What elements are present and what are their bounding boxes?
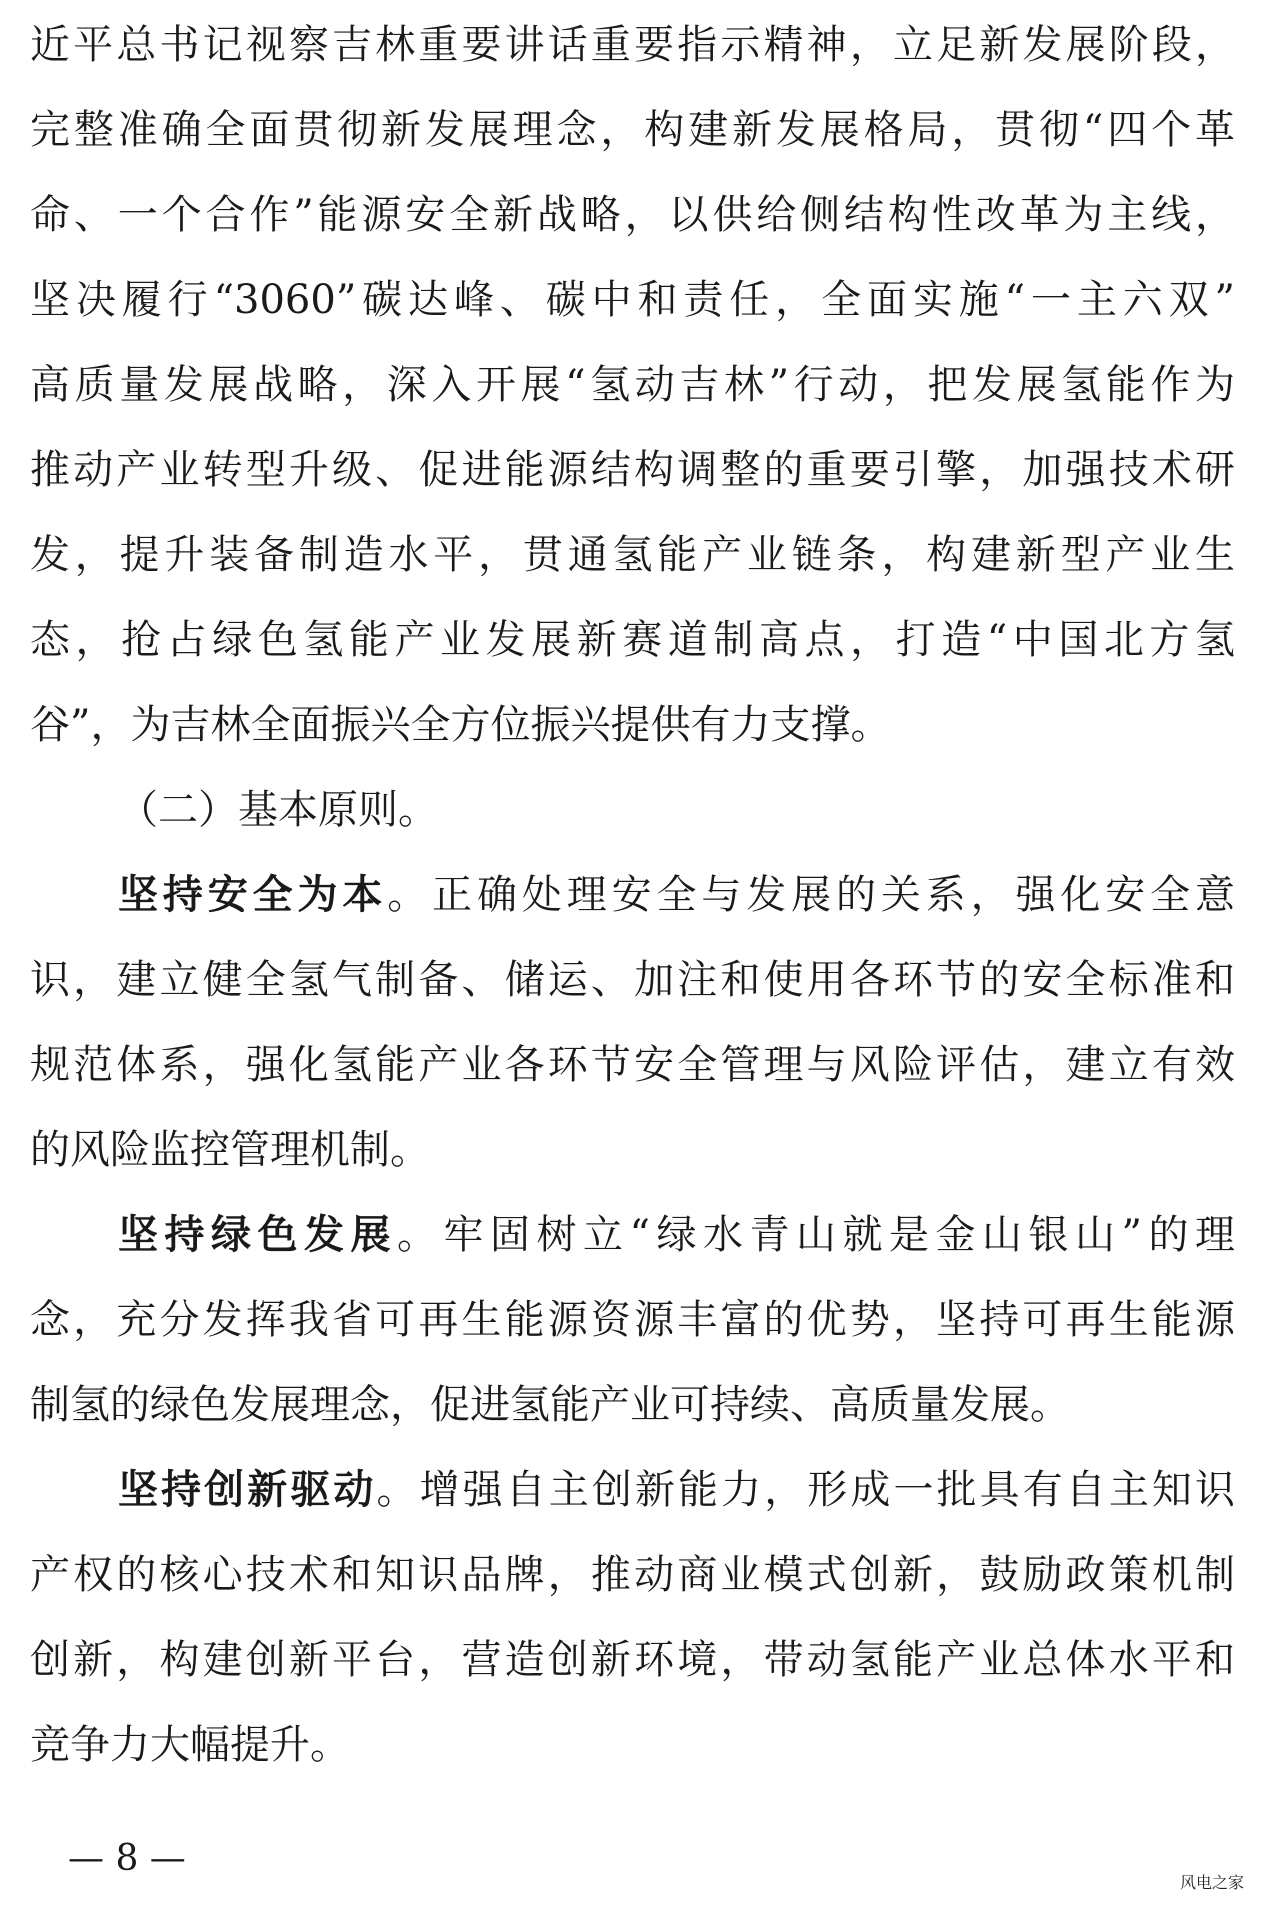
- principle-title: 坚持安全为本: [118, 872, 388, 918]
- body-text-line: 高质量发展战略，深入开展“氢动吉林”行动，把发展氢能作为: [30, 362, 1235, 408]
- watermark-label: 风电之家: [1180, 1873, 1245, 1892]
- principle-green-first-line: [118, 1198, 1235, 1272]
- section-heading: （二）基本原则。: [118, 787, 438, 833]
- principle-safety-first-line: [118, 858, 1235, 932]
- body-text-run: 。正确处理安全与发展的关系，强化安全意: [387, 872, 1235, 918]
- body-text-line: 谷”，为吉林全面振兴全方位振兴提供有力支撑。: [30, 702, 891, 748]
- body-text-line: 规范体系，强化氢能产业各环节安全管理与风险评估，建立有效: [30, 1042, 1235, 1088]
- principle-title: 坚持创新驱动: [118, 1467, 377, 1513]
- body-text-line: 命、一个合作”能源安全新战略，以供给侧结构性改革为主线，: [30, 192, 1235, 238]
- body-text-line: 创新，构建创新平台，营造创新环境，带动氢能产业总体水平和: [30, 1637, 1235, 1683]
- body-text-run: 。增强自主创新能力，形成一批具有自主知识: [376, 1467, 1236, 1513]
- body-text-run: 。牢固树立“绿水青山就是金山银山”的理: [397, 1212, 1235, 1258]
- body-text-line: 竞争力大幅提升。: [30, 1722, 350, 1768]
- body-text-line: 发，提升装备制造水平，贯通氢能产业链条，构建新型产业生: [30, 532, 1235, 578]
- principle-title: 坚持绿色发展: [118, 1212, 398, 1258]
- body-text-line: 近平总书记视察吉林重要讲话重要指示精神，立足新发展阶段，: [30, 22, 1235, 68]
- body-text-line: 态，抢占绿色氢能产业发展新赛道制高点，打造“中国北方氢: [30, 617, 1235, 663]
- body-text-line: 产权的核心技术和知识品牌，推动商业模式创新，鼓励政策机制: [30, 1552, 1235, 1598]
- body-text-line: 的风险监控管理机制。: [30, 1127, 430, 1173]
- body-text-line: 推动产业转型升级、促进能源结构调整的重要引擎，加强技术研: [30, 447, 1235, 493]
- page-number: — 8 —: [68, 1838, 186, 1879]
- body-text-line: 识，建立健全氢气制备、储运、加注和使用各环节的安全标准和: [30, 957, 1235, 1003]
- body-text-line: 完整准确全面贯彻新发展理念，构建新发展格局，贯彻“四个革: [30, 107, 1235, 153]
- body-text-line: 制氢的绿色发展理念，促进氢能产业可持续、高质量发展。: [30, 1382, 1070, 1428]
- body-text-line: 坚决履行“3060”碳达峰、碳中和责任，全面实施“一主六双”: [30, 277, 1235, 323]
- principle-innovation-first-line: [118, 1453, 1235, 1527]
- body-text-line: 念，充分发挥我省可再生能源资源丰富的优势，坚持可再生能源: [30, 1297, 1235, 1343]
